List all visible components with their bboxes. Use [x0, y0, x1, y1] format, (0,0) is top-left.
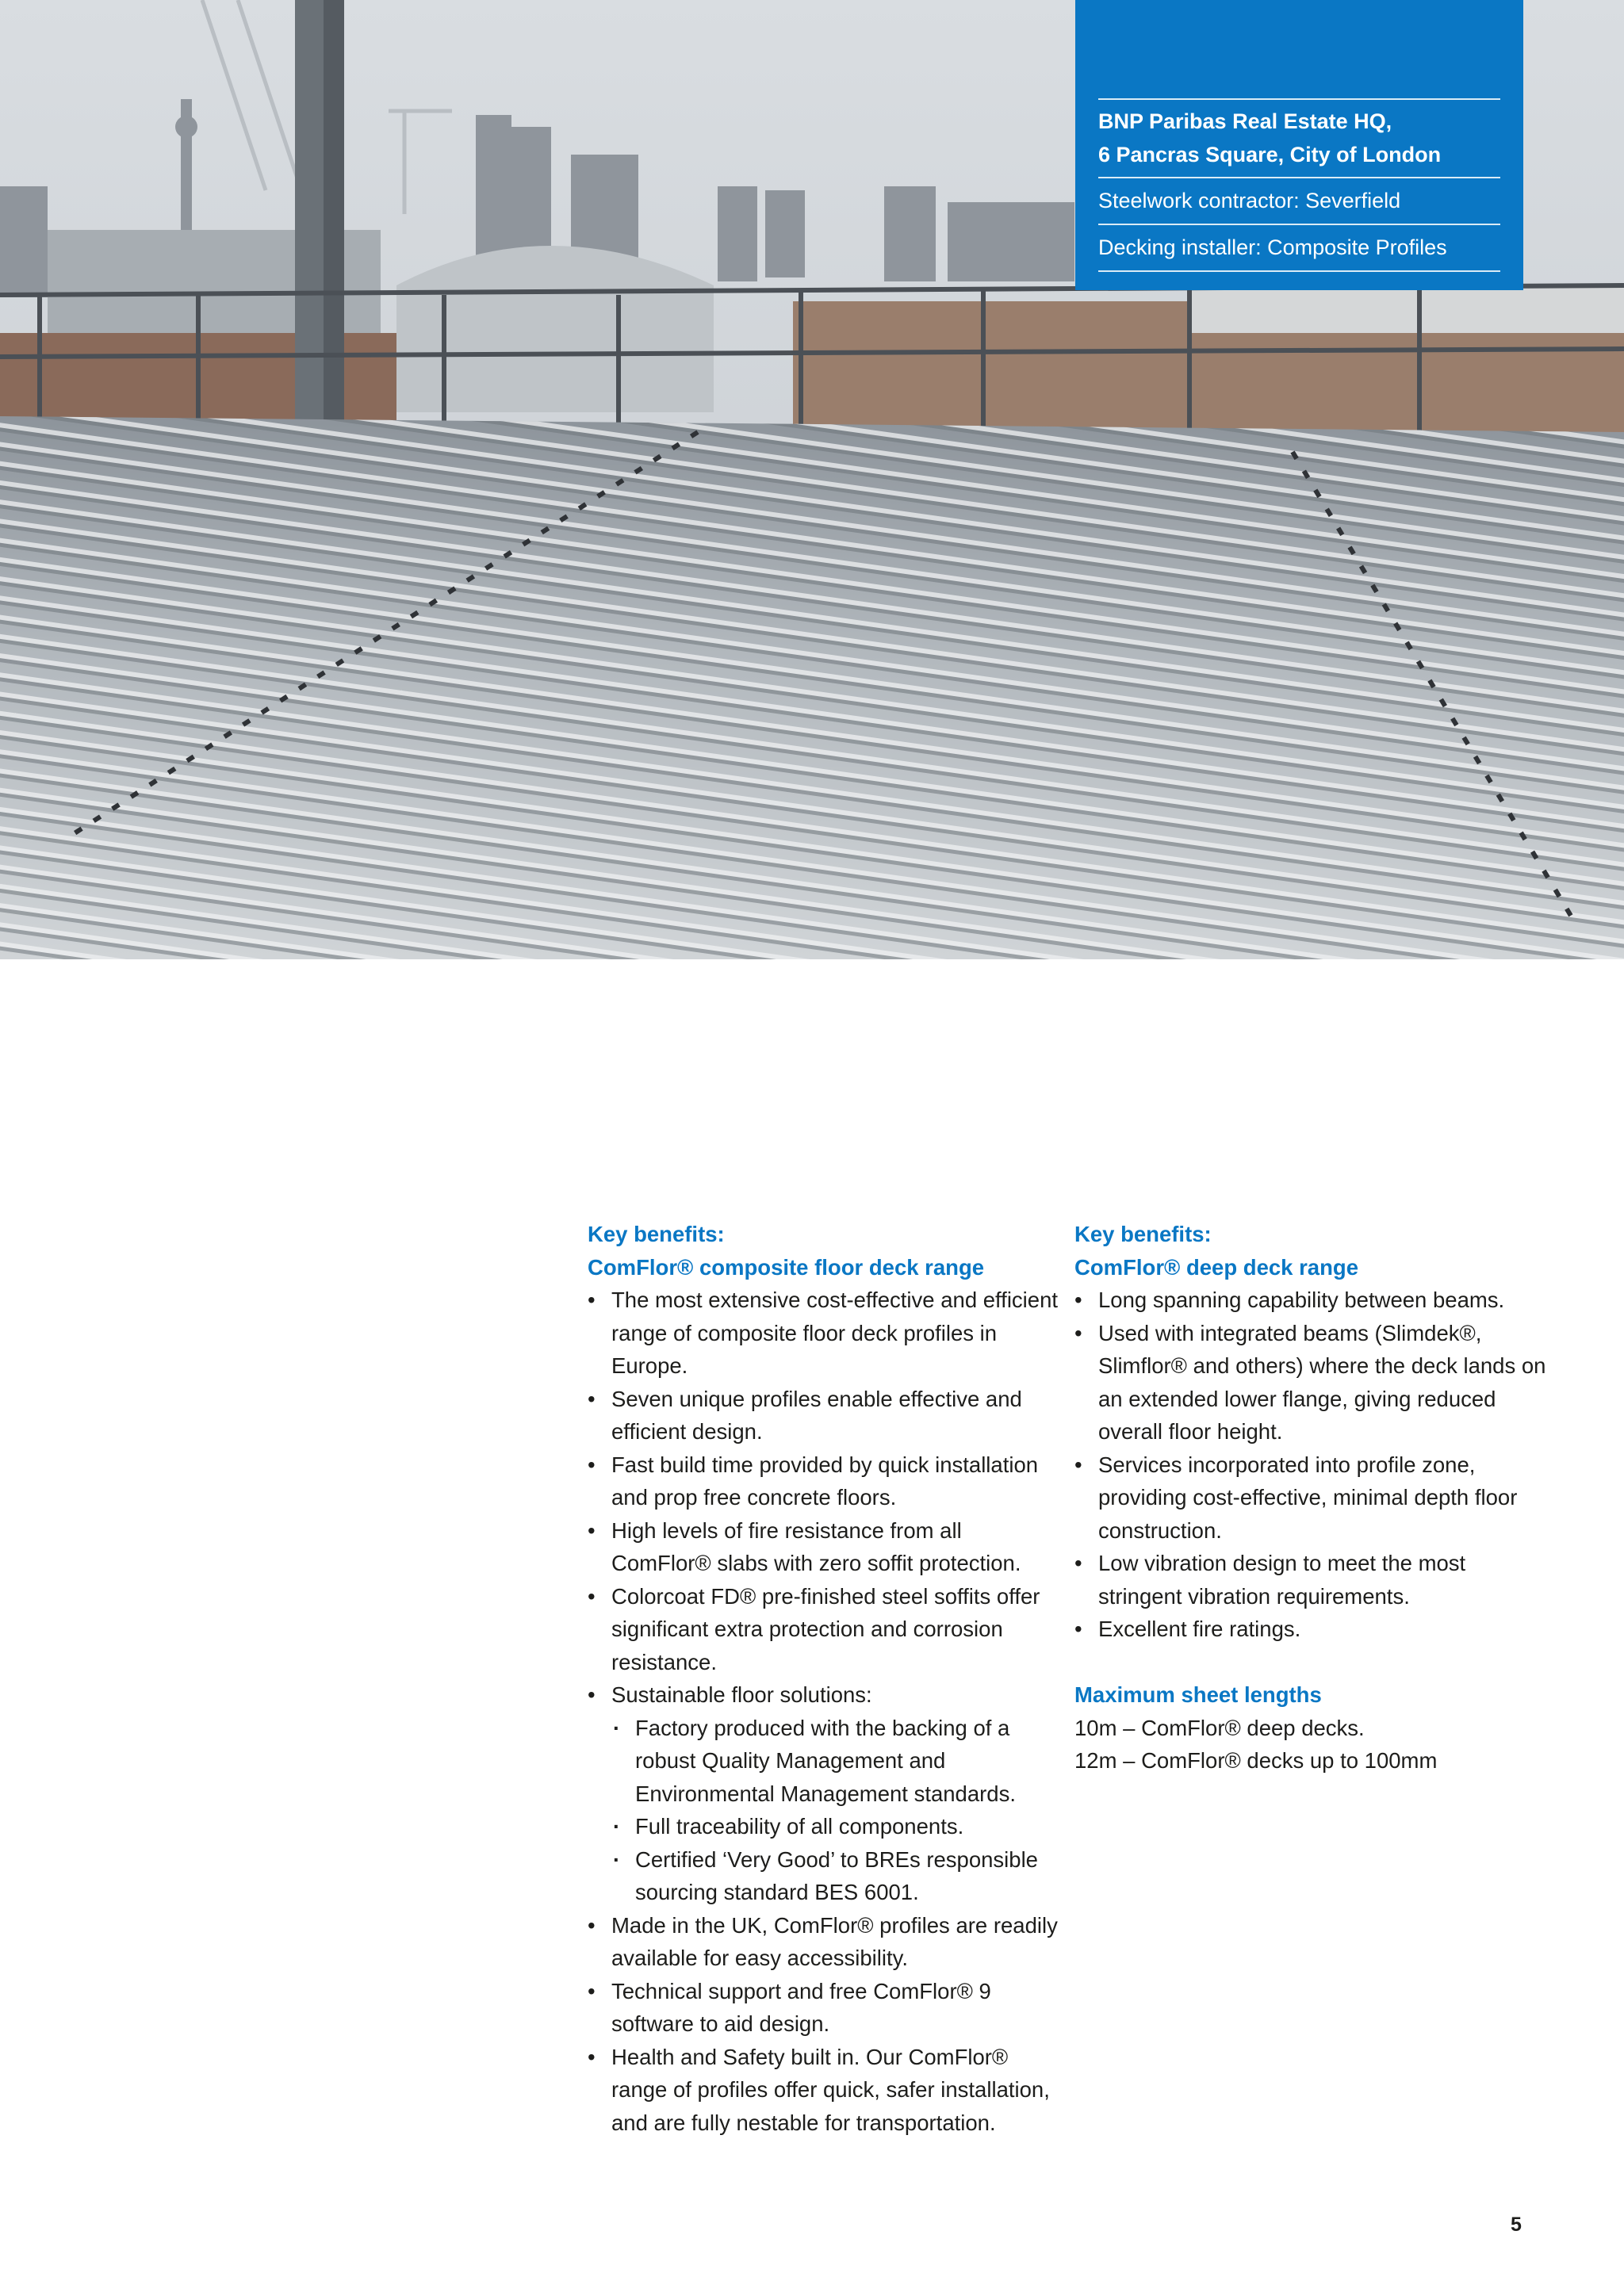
list-item: • Made in the UK, ComFlor® profiles are readily available for easy accessibility. — [588, 1909, 1063, 1975]
project-caption-box — [1075, 0, 1523, 290]
deep-deck-benefits — [1074, 1218, 1550, 1777]
list-item: • Services incorporated into profile zone, providing cost-effective, minimal depth floor construction. — [1074, 1448, 1550, 1548]
list-item: • Sustainable floor solutions: — [588, 1678, 1063, 1712]
sheet-lengths-heading: Maximum sheet lengths — [1074, 1682, 1322, 1707]
sub-list-item: · Full traceability of all components. — [588, 1810, 1063, 1843]
list-item: • Low vibration design to meet the most stringent vibration requirements. — [1074, 1547, 1550, 1613]
sub-list-item: · Certified ‘Very Good’ to BREs responsible sourcing standard BES 6001. — [588, 1843, 1063, 1909]
section-subheading: ComFlor® deep deck range — [1074, 1254, 1358, 1280]
caption-project-title — [1098, 100, 1500, 177]
list-item: • Seven unique profiles enable effective and efficient design. — [588, 1383, 1063, 1448]
list-item: • The most extensive cost-effective and efficient range of composite floor deck profiles in Europe. — [588, 1284, 1063, 1383]
section-subheading: ComFlor® composite floor deck range — [588, 1254, 985, 1280]
page-number: 5 — [1511, 2214, 1522, 2236]
caption-title-line-1: BNP Paribas Real Estate HQ, — [1098, 109, 1392, 133]
spacer — [1074, 1646, 1550, 1679]
section-heading: Key benefits: — [1074, 1222, 1212, 1246]
benefits-list — [588, 1284, 1063, 2139]
list-item: • Fast build time provided by quick installation and prop free concrete floors. — [588, 1448, 1063, 1514]
benefits-list — [1074, 1284, 1550, 1646]
list-item: • Colorcoat FD® pre-finished steel soffits offer significant extra protection and corrosion resistance. — [588, 1580, 1063, 1679]
composite-deck-benefits — [588, 1218, 1063, 2139]
caption-divider — [1098, 270, 1500, 272]
caption-decking: Decking installer: Composite Profiles — [1098, 235, 1447, 259]
caption-steelwork: Steelwork contractor: Severfield — [1098, 189, 1401, 212]
list-item: • Used with integrated beams (Slimdek®, Slimflor® and others) where the deck lands on an extended lower flange, giving reduced overall floor height. — [1074, 1317, 1550, 1448]
list-item: • Health and Safety built in. Our ComFlor® range of profiles offer quick, safer installation, and are fully nestable for transportation. — [588, 2041, 1063, 2140]
list-item: • Long spanning capability between beams. — [1074, 1284, 1550, 1317]
sheet-length-line: 12m – ComFlor® decks up to 100mm — [1074, 1748, 1438, 1773]
list-item: • Excellent fire ratings. — [1074, 1613, 1550, 1646]
sub-list-item: · Factory produced with the backing of a robust Quality Management and Environmental Management standards. — [588, 1712, 1063, 1811]
sheet-length-line: 10m – ComFlor® deep decks. — [1074, 1715, 1365, 1740]
list-item: • Technical support and free ComFlor® 9 software to aid design. — [588, 1975, 1063, 2041]
section-heading: Key benefits: — [588, 1222, 725, 1246]
list-item: • High levels of fire resistance from all ComFlor® slabs with zero soffit protection. — [588, 1514, 1063, 1580]
caption-title-line-2: 6 Pancras Square, City of London — [1098, 143, 1442, 166]
